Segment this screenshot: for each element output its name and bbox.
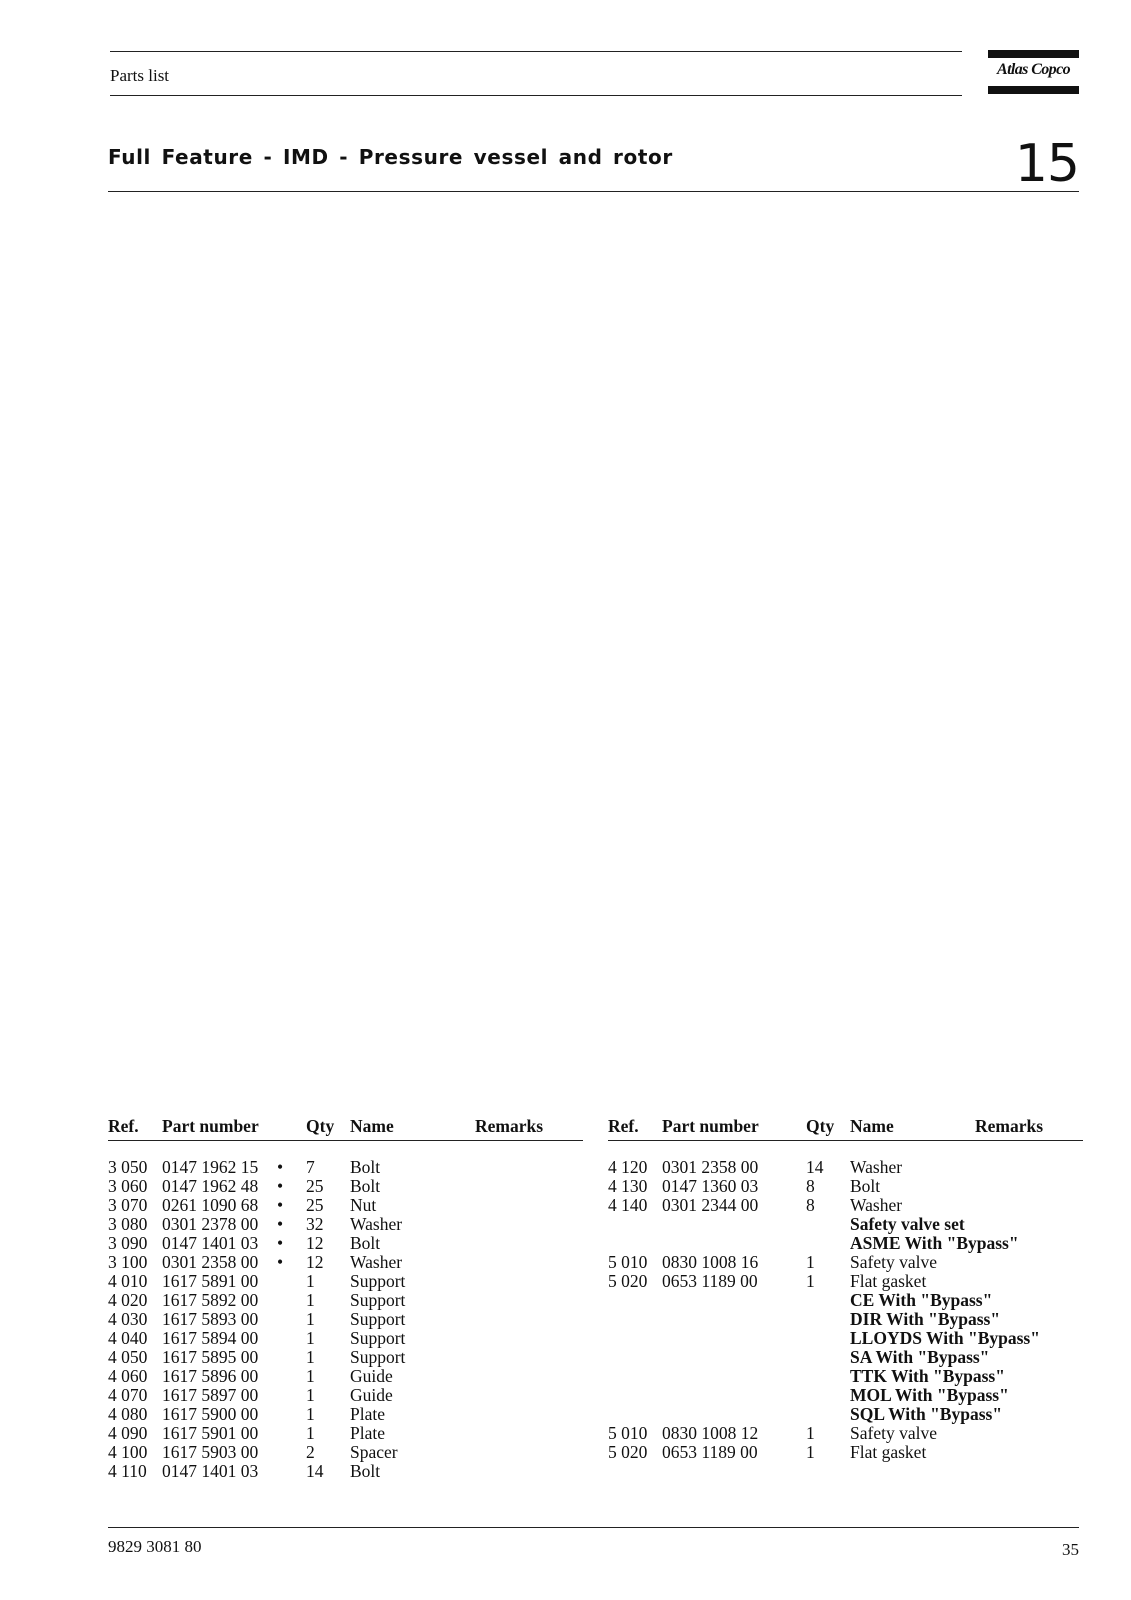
cell-name: Washer bbox=[350, 1252, 403, 1272]
header-remarks: Remarks bbox=[975, 1116, 1044, 1136]
cell-part-number: 1617 5891 00 bbox=[162, 1271, 259, 1291]
cell-ref: 4 080 bbox=[108, 1404, 148, 1424]
table-row bbox=[108, 1329, 583, 1348]
header-bottom-rule bbox=[110, 95, 962, 96]
cell-name: Spacer bbox=[350, 1442, 398, 1462]
table-group-heading bbox=[608, 1405, 1083, 1424]
cell-qty: 1 bbox=[306, 1366, 315, 1386]
cell-name: Bolt bbox=[350, 1157, 381, 1177]
table-body bbox=[108, 1158, 583, 1481]
table-row bbox=[608, 1177, 1083, 1196]
cell-name: Flat gasket bbox=[850, 1442, 927, 1462]
table-group-heading bbox=[608, 1367, 1083, 1386]
cell-part-number: 1617 5897 00 bbox=[162, 1385, 259, 1405]
cell-marker: • bbox=[277, 1214, 284, 1234]
cell-ref: 5 010 bbox=[608, 1423, 648, 1443]
cell-part-number: 0147 1962 48 bbox=[162, 1176, 259, 1196]
cell-marker: • bbox=[277, 1233, 284, 1253]
cell-name: Flat gasket bbox=[850, 1271, 927, 1291]
cell-part-number: 0147 1962 15 bbox=[162, 1157, 259, 1177]
header-top-rule bbox=[110, 51, 962, 52]
cell-qty: 1 bbox=[306, 1271, 315, 1291]
cell-marker: • bbox=[277, 1176, 284, 1196]
cell-name: Washer bbox=[850, 1157, 903, 1177]
table-row bbox=[108, 1234, 583, 1253]
cell-qty: 1 bbox=[306, 1309, 315, 1329]
cell-ref: 3 080 bbox=[108, 1214, 148, 1234]
cell-name: Safety valve bbox=[850, 1423, 937, 1443]
table-row bbox=[108, 1424, 583, 1443]
table-row bbox=[108, 1443, 583, 1462]
table-group-heading bbox=[608, 1310, 1083, 1329]
cell-name: Support bbox=[350, 1347, 406, 1367]
cell-name: Guide bbox=[350, 1366, 393, 1386]
table-row bbox=[608, 1272, 1083, 1291]
cell-part-number: 1617 5894 00 bbox=[162, 1328, 259, 1348]
header-ref: Ref. bbox=[608, 1116, 639, 1136]
cell-name: Safety valve bbox=[850, 1252, 937, 1272]
cell-qty: 1 bbox=[806, 1252, 815, 1272]
header-part-number: Part number bbox=[662, 1116, 759, 1136]
cell-part-number: 0147 1360 03 bbox=[662, 1176, 759, 1196]
header-remarks: Remarks bbox=[475, 1116, 544, 1136]
page-number: 35 bbox=[1062, 1540, 1079, 1559]
cell-name: Safety valve set bbox=[850, 1214, 965, 1234]
header-label: Parts list bbox=[110, 66, 170, 85]
cell-qty: 1 bbox=[306, 1385, 315, 1405]
table-row bbox=[108, 1348, 583, 1367]
header-part-number: Part number bbox=[162, 1116, 259, 1136]
cell-qty: 1 bbox=[806, 1271, 815, 1291]
table-row bbox=[108, 1367, 583, 1386]
document-number: 9829 3081 80 bbox=[108, 1537, 202, 1556]
table-row bbox=[108, 1272, 583, 1291]
cell-name: Washer bbox=[850, 1195, 903, 1215]
table-row bbox=[108, 1253, 583, 1272]
cell-qty: 12 bbox=[306, 1233, 324, 1253]
table-row bbox=[608, 1443, 1083, 1462]
cell-name: Bolt bbox=[350, 1461, 381, 1481]
cell-ref: 3 090 bbox=[108, 1233, 148, 1253]
cell-qty: 8 bbox=[806, 1176, 815, 1196]
header-name: Name bbox=[350, 1116, 394, 1136]
cell-ref: 4 040 bbox=[108, 1328, 148, 1348]
cell-part-number: 0830 1008 16 bbox=[662, 1252, 759, 1272]
cell-name: Bolt bbox=[350, 1176, 381, 1196]
cell-name: Washer bbox=[350, 1214, 403, 1234]
parts-table-right bbox=[608, 1116, 1083, 1462]
cell-part-number: 1617 5900 00 bbox=[162, 1404, 259, 1424]
cell-name: Bolt bbox=[850, 1176, 881, 1196]
cell-name: Support bbox=[350, 1290, 406, 1310]
cell-qty: 8 bbox=[806, 1195, 815, 1215]
table-group-heading bbox=[608, 1348, 1083, 1367]
cell-ref: 4 030 bbox=[108, 1309, 148, 1329]
table-group-heading bbox=[608, 1234, 1083, 1253]
table-row bbox=[108, 1310, 583, 1329]
cell-part-number: 0653 1189 00 bbox=[662, 1271, 758, 1291]
table-group-heading bbox=[608, 1291, 1083, 1310]
section-title: Full Feature - IMD - Pressure vessel and rotor bbox=[108, 145, 673, 169]
cell-ref: 4 020 bbox=[108, 1290, 148, 1310]
cell-part-number: 1617 5903 00 bbox=[162, 1442, 259, 1462]
cell-marker: • bbox=[277, 1195, 284, 1215]
cell-name: Support bbox=[350, 1328, 406, 1348]
cell-name: Bolt bbox=[350, 1233, 381, 1253]
cell-ref: 5 020 bbox=[608, 1442, 648, 1462]
cell-name: TTK With "Bypass" bbox=[850, 1366, 1005, 1386]
section-number: 15 bbox=[1014, 134, 1079, 194]
cell-ref: 4 130 bbox=[608, 1176, 648, 1196]
cell-qty: 2 bbox=[306, 1442, 315, 1462]
table-row bbox=[108, 1177, 583, 1196]
cell-ref: 4 090 bbox=[108, 1423, 148, 1443]
header-qty: Qty bbox=[806, 1116, 835, 1136]
cell-ref: 3 100 bbox=[108, 1252, 148, 1272]
cell-name: Support bbox=[350, 1271, 406, 1291]
cell-qty: 1 bbox=[806, 1442, 815, 1462]
table-row bbox=[608, 1158, 1083, 1177]
table-row bbox=[108, 1196, 583, 1215]
cell-part-number: 0147 1401 03 bbox=[162, 1233, 259, 1253]
table-group-heading bbox=[608, 1215, 1083, 1234]
title-rule bbox=[108, 191, 1079, 192]
cell-qty: 1 bbox=[306, 1290, 315, 1310]
cell-name: Plate bbox=[350, 1404, 385, 1424]
table-row bbox=[608, 1424, 1083, 1443]
atlas-copco-logo bbox=[988, 50, 1079, 94]
table-body bbox=[608, 1158, 1083, 1462]
cell-part-number: 1617 5893 00 bbox=[162, 1309, 259, 1329]
table-group-heading bbox=[608, 1329, 1083, 1348]
cell-marker: • bbox=[277, 1252, 284, 1272]
cell-ref: 3 060 bbox=[108, 1176, 148, 1196]
cell-name: Plate bbox=[350, 1423, 385, 1443]
parts-table-left bbox=[108, 1116, 583, 1481]
cell-name: Nut bbox=[350, 1195, 377, 1215]
cell-name: CE With "Bypass" bbox=[850, 1290, 993, 1310]
cell-ref: 4 050 bbox=[108, 1347, 148, 1367]
cell-part-number: 0830 1008 12 bbox=[662, 1423, 759, 1443]
cell-name: LLOYDS With "Bypass" bbox=[850, 1328, 1040, 1348]
cell-ref: 3 070 bbox=[108, 1195, 148, 1215]
cell-name: ASME With "Bypass" bbox=[850, 1233, 1019, 1253]
table-group-heading bbox=[608, 1386, 1083, 1405]
footer-rule bbox=[108, 1527, 1079, 1528]
cell-name: SA With "Bypass" bbox=[850, 1347, 990, 1367]
logo-bottom-bar bbox=[988, 86, 1079, 94]
cell-name: MOL With "Bypass" bbox=[850, 1385, 1009, 1405]
cell-ref: 5 010 bbox=[608, 1252, 648, 1272]
table-row bbox=[108, 1291, 583, 1310]
cell-part-number: 0653 1189 00 bbox=[662, 1442, 758, 1462]
cell-ref: 5 020 bbox=[608, 1271, 648, 1291]
cell-qty: 1 bbox=[306, 1347, 315, 1367]
table-row bbox=[108, 1158, 583, 1177]
cell-part-number: 0301 2344 00 bbox=[662, 1195, 759, 1215]
cell-part-number: 1617 5896 00 bbox=[162, 1366, 259, 1386]
cell-qty: 1 bbox=[806, 1423, 815, 1443]
logo-wordmark: Atlas Copco bbox=[997, 61, 1070, 78]
table-row bbox=[608, 1196, 1083, 1215]
cell-name: DIR With "Bypass" bbox=[850, 1309, 1001, 1329]
cell-name: Guide bbox=[350, 1385, 393, 1405]
cell-qty: 25 bbox=[306, 1176, 324, 1196]
cell-part-number: 1617 5901 00 bbox=[162, 1423, 259, 1443]
cell-marker: • bbox=[277, 1157, 284, 1177]
table-header bbox=[108, 1116, 583, 1141]
cell-part-number: 0147 1401 03 bbox=[162, 1461, 259, 1481]
table-row bbox=[108, 1462, 583, 1481]
cell-qty: 7 bbox=[306, 1157, 315, 1177]
cell-ref: 4 120 bbox=[608, 1157, 648, 1177]
cell-ref: 4 010 bbox=[108, 1271, 148, 1291]
cell-part-number: 0261 1090 68 bbox=[162, 1195, 259, 1215]
table-row bbox=[108, 1405, 583, 1424]
cell-ref: 4 140 bbox=[608, 1195, 648, 1215]
table-row bbox=[108, 1386, 583, 1405]
cell-qty: 1 bbox=[306, 1328, 315, 1348]
table-row bbox=[108, 1215, 583, 1234]
cell-qty: 14 bbox=[806, 1157, 824, 1177]
cell-name: Support bbox=[350, 1309, 406, 1329]
cell-part-number: 0301 2358 00 bbox=[662, 1157, 759, 1177]
cell-qty: 14 bbox=[306, 1461, 324, 1481]
cell-ref: 4 100 bbox=[108, 1442, 148, 1462]
cell-qty: 12 bbox=[306, 1252, 324, 1272]
cell-part-number: 1617 5895 00 bbox=[162, 1347, 259, 1367]
cell-qty: 32 bbox=[306, 1214, 324, 1234]
table-row bbox=[608, 1253, 1083, 1272]
cell-qty: 25 bbox=[306, 1195, 324, 1215]
cell-ref: 4 060 bbox=[108, 1366, 148, 1386]
header-qty: Qty bbox=[306, 1116, 335, 1136]
logo-top-bar bbox=[988, 50, 1079, 58]
cell-part-number: 0301 2378 00 bbox=[162, 1214, 259, 1234]
cell-ref: 4 110 bbox=[108, 1461, 147, 1481]
header-name: Name bbox=[850, 1116, 894, 1136]
cell-part-number: 1617 5892 00 bbox=[162, 1290, 259, 1310]
cell-qty: 1 bbox=[306, 1404, 315, 1424]
header-ref: Ref. bbox=[108, 1116, 139, 1136]
table-header bbox=[608, 1116, 1083, 1141]
cell-qty: 1 bbox=[306, 1423, 315, 1443]
cell-part-number: 0301 2358 00 bbox=[162, 1252, 259, 1272]
cell-name: SQL With "Bypass" bbox=[850, 1404, 1003, 1424]
cell-ref: 3 050 bbox=[108, 1157, 148, 1177]
cell-ref: 4 070 bbox=[108, 1385, 148, 1405]
